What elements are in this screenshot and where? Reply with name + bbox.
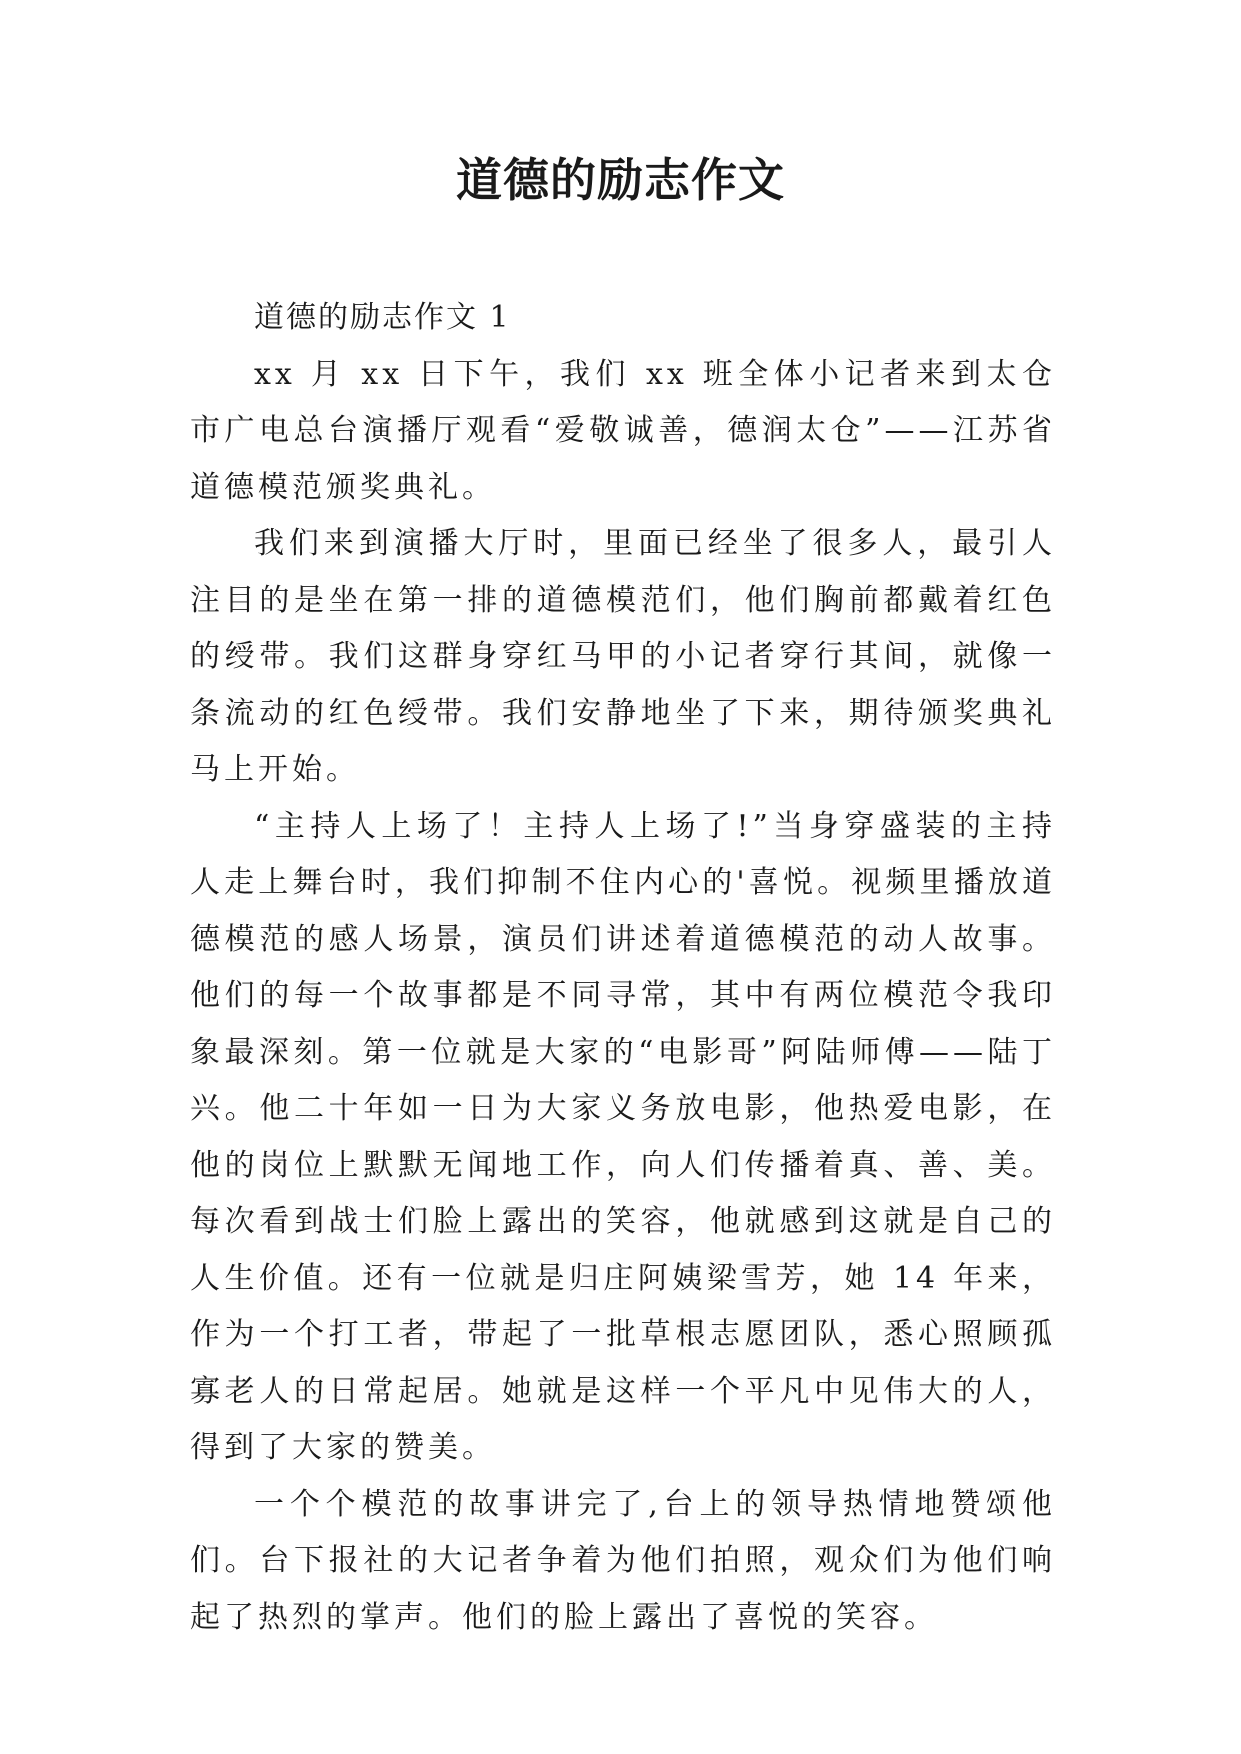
paragraph-1: xx 月 xx 日下午，我们 xx 班全体小记者来到太仓市广电总台演播厅观看“爱敬诚善，德润太仓”——江苏省道德模范颁奖典礼。 [190,356,1056,505]
essay-subtitle: 道德的励志作文 1 [254,300,511,335]
document-title: 道德的励志作文 [456,153,785,207]
paragraph-3: “主持人上场了！主持人上场了!”当身穿盛装的主持人走上舞台时，我们抑制不住内心的'喜悦。视频里播放道德模范的感人场景，演员们讲述着道德模范的动人故事。他们的每一个故事都是不同寻常，其中有两位模范令我印象最深刻。第一位就是大家的“电影哥”阿陆师傅——陆丁兴。他二十年如一日为大家义务放电影，他热爱电影，在他的岗位上默默无闻地工作，向人们传播着真、善、美。每次看到战士们脸上露出的笑容，他就感到这就是自己的人生价值。还有一位就是归庄阿姨梁雪芳，她 14 年来，作为一个打工者，带起了一批草根志愿团队，悉心照顾孤寡老人的日常起居。她就是这样一个平凡中见伟大的人，得到了大家的赞美。 [190,808,1056,1465]
document-body [190,290,1056,1646]
paragraph-2: 我们来到演播大厅时，里面已经坐了很多人，最引人注目的是坐在第一排的道德模范们，他们胸前都戴着红色的绶带。我们这群身穿红马甲的小记者穿行其间，就像一条流动的红色绶带。我们安静地坐了下来，期待颁奖典礼马上开始。 [190,526,1056,787]
paragraph-4: 一个个模范的故事讲完了,台上的领导热情地赞颂他们。台下报社的大记者争着为他们拍照，观众们为他们响起了热烈的掌声。他们的脸上露出了喜悦的笑容。 [190,1486,1056,1635]
